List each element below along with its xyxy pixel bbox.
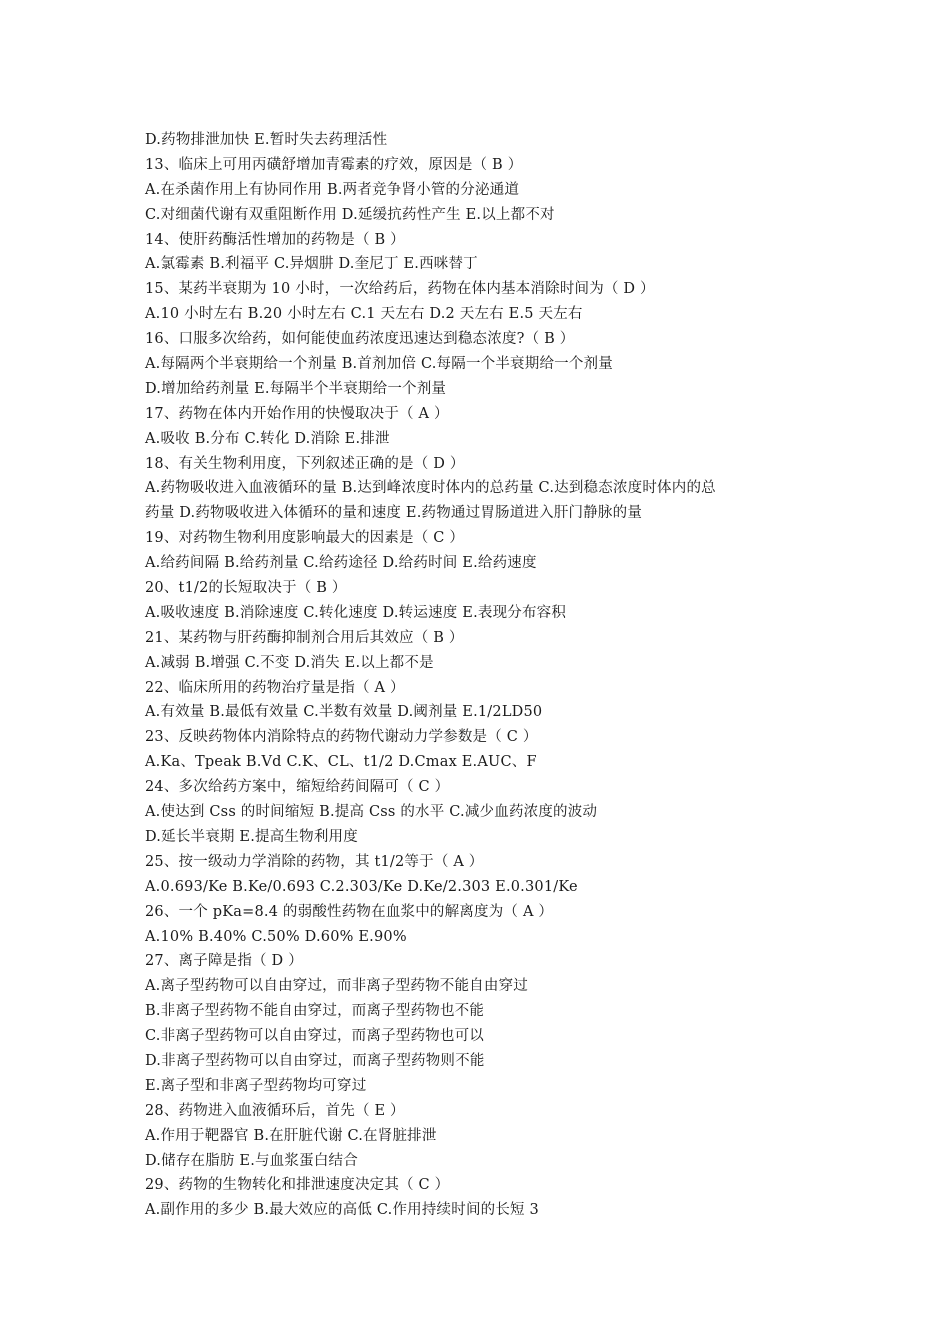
question-28: 28、药物进入血液循环后，首先（ E ）: [145, 1102, 405, 1119]
answer-options: A.给药间隔 B.给药剂量 C.给药途径 D.给药时间 E.给药速度: [145, 555, 537, 572]
question-15: 15、某药半衰期为 10 小时，一次给药后，药物在体内基本消除时间为（ D ）: [145, 281, 655, 298]
question-17: 17、药物在体内开始作用的快慢取决于（ A ）: [145, 405, 449, 422]
answer-options: A.10 小时左右 B.20 小时左右 C.1 天左右 D.2 天左右 E.5 天左右: [145, 306, 583, 323]
answer-options: C.非离子型药物可以自由穿过，而离子型药物也可以: [145, 1028, 484, 1045]
answer-options: D.储存在脂肪 E.与血浆蛋白结合: [145, 1152, 358, 1169]
answer-options: A.氯霉素 B.利福平 C.异烟肼 D.奎尼丁 E.西咪替丁: [145, 256, 478, 273]
question-13: 13、临床上可用丙磺舒增加青霉素的疗效，原因是（ B ）: [145, 156, 523, 173]
answer-options: D.增加给药剂量 E.每隔半个半衰期给一个剂量: [145, 380, 447, 397]
answer-options: 药量 D.药物吸收进入体循环的量和速度 E.药物通过胃肠道进入肝门静脉的量: [145, 505, 643, 522]
question-23: 23、反映药物体内消除特点的药物代谢动力学参数是（ C ）: [145, 729, 538, 746]
answer-options: A.离子型药物可以自由穿过，而非离子型药物不能自由穿过: [145, 978, 528, 995]
answer-options: A.有效量 B.最低有效量 C.半数有效量 D.阈剂量 E.1/2LD50: [145, 704, 543, 721]
answer-options: C.对细菌代谢有双重阻断作用 D.延缓抗药性产生 E.以上都不对: [145, 206, 555, 223]
answer-options: A.吸收 B.分布 C.转化 D.消除 E.排泄: [145, 430, 390, 447]
answer-options: D.非离子型药物可以自由穿过，而离子型药物则不能: [145, 1052, 485, 1069]
answer-options: A.减弱 B.增强 C.不变 D.消失 E.以上都不是: [145, 654, 434, 671]
question-24: 24、多次给药方案中，缩短给药间隔可（ C ）: [145, 779, 450, 796]
question-14: 14、使肝药酶活性增加的药物是（ B ）: [145, 231, 405, 248]
answer-options: A.10% B.40% C.50% D.60% E.90%: [145, 928, 407, 945]
question-27: 27、离子障是指（ D ）: [145, 953, 303, 970]
answer-options: A.吸收速度 B.消除速度 C.转化速度 D.转运速度 E.表现分布容积: [145, 604, 567, 621]
answer-options: A.每隔两个半衰期给一个剂量 B.首剂加倍 C.每隔一个半衰期给一个剂量: [145, 356, 613, 373]
question-25: 25、按一级动力学消除的药物，其 t1/2等于（ A ）: [145, 853, 484, 870]
answer-options: E.离子型和非离子型药物均可穿过: [145, 1077, 367, 1094]
answer-options: A.在杀菌作用上有协同作用 B.两者竞争肾小管的分泌通道: [145, 181, 520, 198]
question-22: 22、临床所用的药物治疗量是指（ A ）: [145, 679, 405, 696]
answer-options: A.使达到 Css 的时间缩短 B.提高 Css 的水平 C.减少血药浓度的波动: [145, 804, 598, 821]
question-20: 20、t1/2的长短取决于（ B ）: [145, 580, 347, 597]
question-26: 26、一个 pKa=8.4 的弱酸性药物在血浆中的解离度为（ A ）: [145, 903, 554, 920]
question-19: 19、对药物生物利用度影响最大的因素是（ C ）: [145, 530, 465, 547]
answer-options: B.非离子型药物不能自由穿过，而离子型药物也不能: [145, 1003, 485, 1020]
answer-options: A.作用于靶器官 B.在肝脏代谢 C.在肾脏排泄: [145, 1127, 437, 1144]
answer-options: D.延长半衰期 E.提高生物利用度: [145, 828, 358, 845]
question-29: 29、药物的生物转化和排泄速度决定其（ C ）: [145, 1177, 450, 1194]
question-21: 21、某药物与肝药酶抑制剂合用后其效应（ B ）: [145, 629, 464, 646]
answer-options: A.副作用的多少 B.最大效应的高低 C.作用持续时间的长短 3: [145, 1202, 539, 1219]
answer-options: A.Ka、Tpeak B.Vd C.K、CL、t1/2 D.Cmax E.AUC、F: [145, 754, 537, 771]
answer-options: A.药物吸收进入血液循环的量 B.达到峰浓度时体内的总药量 C.达到稳态浓度时体内的总: [145, 480, 716, 497]
answer-options: A.0.693/Ke B.Ke/0.693 C.2.303/Ke D.Ke/2.303 E.0.301/Ke: [145, 878, 578, 895]
document-body: [145, 128, 825, 1223]
text-line: D.药物排泄加快 E.暂时失去药理活性: [145, 132, 388, 148]
question-18: 18、有关生物利用度，下列叙述正确的是（ D ）: [145, 455, 465, 472]
question-16: 16、口服多次给药，如何能使血药浓度迅速达到稳态浓度?（ B ）: [145, 331, 575, 348]
